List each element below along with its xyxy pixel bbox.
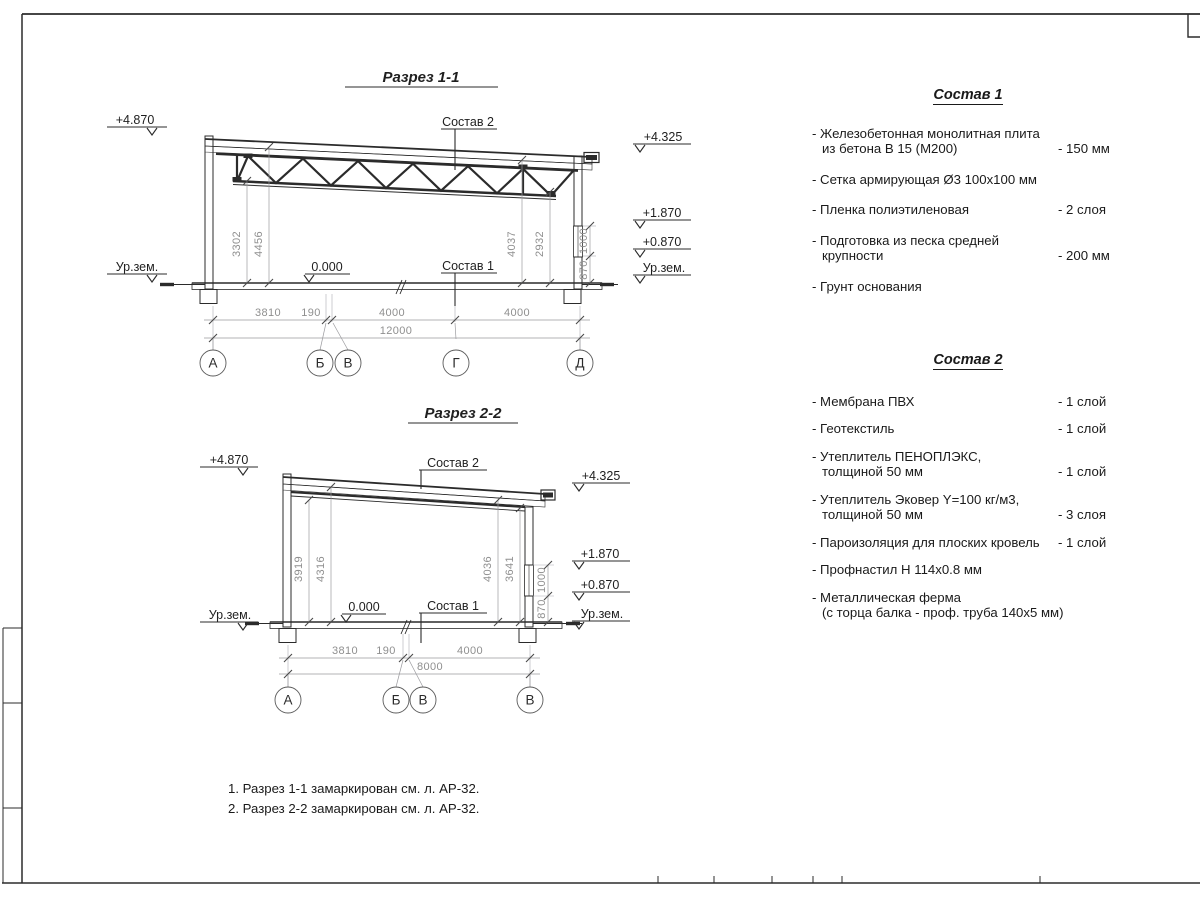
- sostav1-leader-label: Состав 1: [442, 259, 494, 273]
- material-value: - 1 слой: [1058, 464, 1107, 479]
- material-value: - 200 мм: [1058, 248, 1110, 263]
- axis-label: Б: [391, 692, 401, 708]
- elevation-label: +4.325: [581, 469, 621, 483]
- material-item: [812, 233, 1172, 264]
- right-wall-upper: [525, 507, 533, 565]
- elevation-label: +0.870: [580, 578, 620, 592]
- axis-label: В: [343, 355, 353, 371]
- left-wall: [205, 136, 213, 289]
- material-text: - Пароизоляция для плоских кровель: [812, 534, 1040, 550]
- material-list-sostav2: [812, 353, 1172, 633]
- material-item: [812, 492, 1172, 523]
- dim-label: 190: [301, 307, 321, 319]
- section-title: Разрез 1-1: [382, 69, 460, 86]
- elevation-label: +4.325: [643, 130, 683, 144]
- section-2-2: [200, 405, 630, 713]
- ground-label: Ур.зем.: [580, 607, 624, 621]
- material-value: - 1 слой: [1058, 393, 1107, 409]
- title-block-ticks: [658, 876, 1040, 883]
- dim-label: 3302: [231, 230, 243, 258]
- axis-label: Б: [315, 355, 325, 371]
- material-text: из бетона В 15 (М200): [822, 141, 958, 156]
- dim-label: 1000: [578, 227, 590, 255]
- right-dimensions: [578, 222, 596, 287]
- material-item: [812, 421, 1172, 437]
- foundation-left: [200, 290, 217, 304]
- material-text: толщиной 50 мм: [822, 464, 923, 479]
- material-item: [812, 202, 1172, 218]
- elevation-marks: [107, 113, 691, 283]
- section-1-1: [107, 69, 691, 376]
- roof-layers: [283, 477, 545, 501]
- axis-label: В: [418, 692, 428, 708]
- material-value: - 1 слой: [1058, 421, 1107, 436]
- elevation-label: +4.870: [209, 453, 249, 467]
- note-line: 1. Разрез 1-1 замаркирован см. л. АР-32.: [228, 781, 480, 796]
- material-text: - Утеплитель ПЕНОПЛЭКС,: [812, 448, 982, 464]
- dim-label: 4037: [506, 230, 518, 258]
- elevation-marks: [200, 453, 630, 630]
- dim-label: 3641: [504, 555, 516, 583]
- dim-label: 12000: [379, 325, 413, 337]
- steel-truss: [216, 154, 578, 200]
- material-text: - Сетка армирующая Ø3 100x100 мм: [812, 171, 1037, 187]
- material-value: - 3 слоя: [1058, 507, 1106, 522]
- material-text: - Пленка полиэтиленовая: [812, 202, 969, 217]
- material-list-sostav1: [812, 88, 1172, 309]
- material-text: - Утеплитель Эковер Y=100 кг/м3,: [812, 491, 1020, 507]
- axis-bubbles: [275, 660, 543, 713]
- axis-label: Г: [452, 355, 460, 371]
- elevation-label: +0.870: [642, 235, 682, 249]
- right-dimensions: [533, 561, 554, 626]
- axis-label: В: [525, 692, 535, 708]
- foundation-right: [519, 629, 536, 643]
- material-item: [812, 590, 1172, 621]
- material-text: (с торца балка - проф. труба 140х5 мм): [822, 605, 1064, 620]
- material-item: [812, 562, 1172, 578]
- left-wall: [283, 474, 291, 627]
- dim-label: 8000: [416, 661, 444, 673]
- dim-label: 3810: [254, 307, 282, 319]
- foundation-right: [564, 290, 581, 304]
- material-text: - Мембрана ПВХ: [812, 393, 915, 409]
- dim-label: 4316: [315, 555, 327, 583]
- material-text: - Геотекстиль: [812, 421, 895, 436]
- ground-label: Ур.зем.: [208, 608, 252, 622]
- edge-beam: [291, 492, 525, 507]
- dim-label: 3810: [331, 645, 359, 657]
- elevation-label: +1.870: [580, 547, 620, 561]
- roof-deck: [205, 146, 592, 170]
- dim-label: 870: [536, 599, 548, 619]
- floor-slab: [192, 283, 602, 290]
- material-item: [812, 279, 1172, 295]
- section-title: Разрез 2-2: [424, 405, 502, 422]
- note-line: 2. Разрез 2-2 замаркирован см. л. АР-32.: [228, 800, 480, 816]
- axis-label: Д: [575, 355, 585, 371]
- sostav2-leader-label: Состав 2: [427, 456, 479, 470]
- material-text: толщиной 50 мм: [822, 507, 923, 522]
- axis-label: А: [208, 355, 218, 371]
- bottom-dimensions: [204, 294, 590, 350]
- foundation-left: [279, 629, 296, 643]
- elevation-label: +1.870: [642, 206, 682, 220]
- material-item: [812, 172, 1172, 188]
- floor-slab: [270, 622, 562, 629]
- list-title: Состав 2: [933, 352, 1003, 368]
- material-text: - Грунт основания: [812, 278, 922, 294]
- dim-label: 4036: [482, 555, 494, 583]
- dim-label: 4456: [253, 230, 265, 258]
- dim-label: 190: [376, 645, 396, 657]
- material-value: - 1 слой: [1058, 534, 1107, 550]
- material-item: [812, 449, 1172, 480]
- ground-label: Ур.зем.: [115, 260, 159, 274]
- material-text: - Подготовка из песка средней: [812, 232, 999, 248]
- dim-label: 4000: [378, 307, 406, 319]
- zero-level-label: 0.000: [311, 260, 343, 274]
- roof-layers: [205, 139, 592, 164]
- material-text: - Профнастил Н 114х0.8 мм: [812, 562, 982, 577]
- dim-label: 3919: [293, 555, 305, 583]
- list-title: Состав 1: [933, 87, 1003, 103]
- material-text: крупности: [822, 248, 884, 263]
- dim-label: 4000: [503, 307, 531, 319]
- material-text: - Металлическая ферма: [812, 589, 961, 605]
- corner-box: [1188, 14, 1200, 37]
- dim-label: 2932: [534, 230, 546, 258]
- material-item: [812, 394, 1172, 410]
- dim-label: 870: [578, 260, 590, 280]
- break-mark: [396, 280, 406, 294]
- axis-label: А: [283, 692, 293, 708]
- material-item: [812, 126, 1172, 157]
- sostav2-leader-label: Состав 2: [442, 115, 494, 129]
- material-value: - 150 мм: [1058, 141, 1110, 156]
- sostav1-leader-label: Состав 1: [427, 599, 479, 613]
- notes: [228, 779, 479, 818]
- material-value: - 2 слоя: [1058, 202, 1106, 217]
- vertical-dimensions: [231, 143, 554, 287]
- material-text: - Железобетонная монолитная плита: [812, 125, 1040, 141]
- ground-label: Ур.зем.: [642, 261, 686, 275]
- right-wall-upper: [574, 156, 582, 226]
- dim-label: 4000: [456, 645, 484, 657]
- dim-label: 1000: [536, 566, 548, 594]
- material-item: [812, 535, 1172, 551]
- zero-level-label: 0.000: [348, 600, 380, 614]
- elevation-label: +4.870: [115, 113, 155, 127]
